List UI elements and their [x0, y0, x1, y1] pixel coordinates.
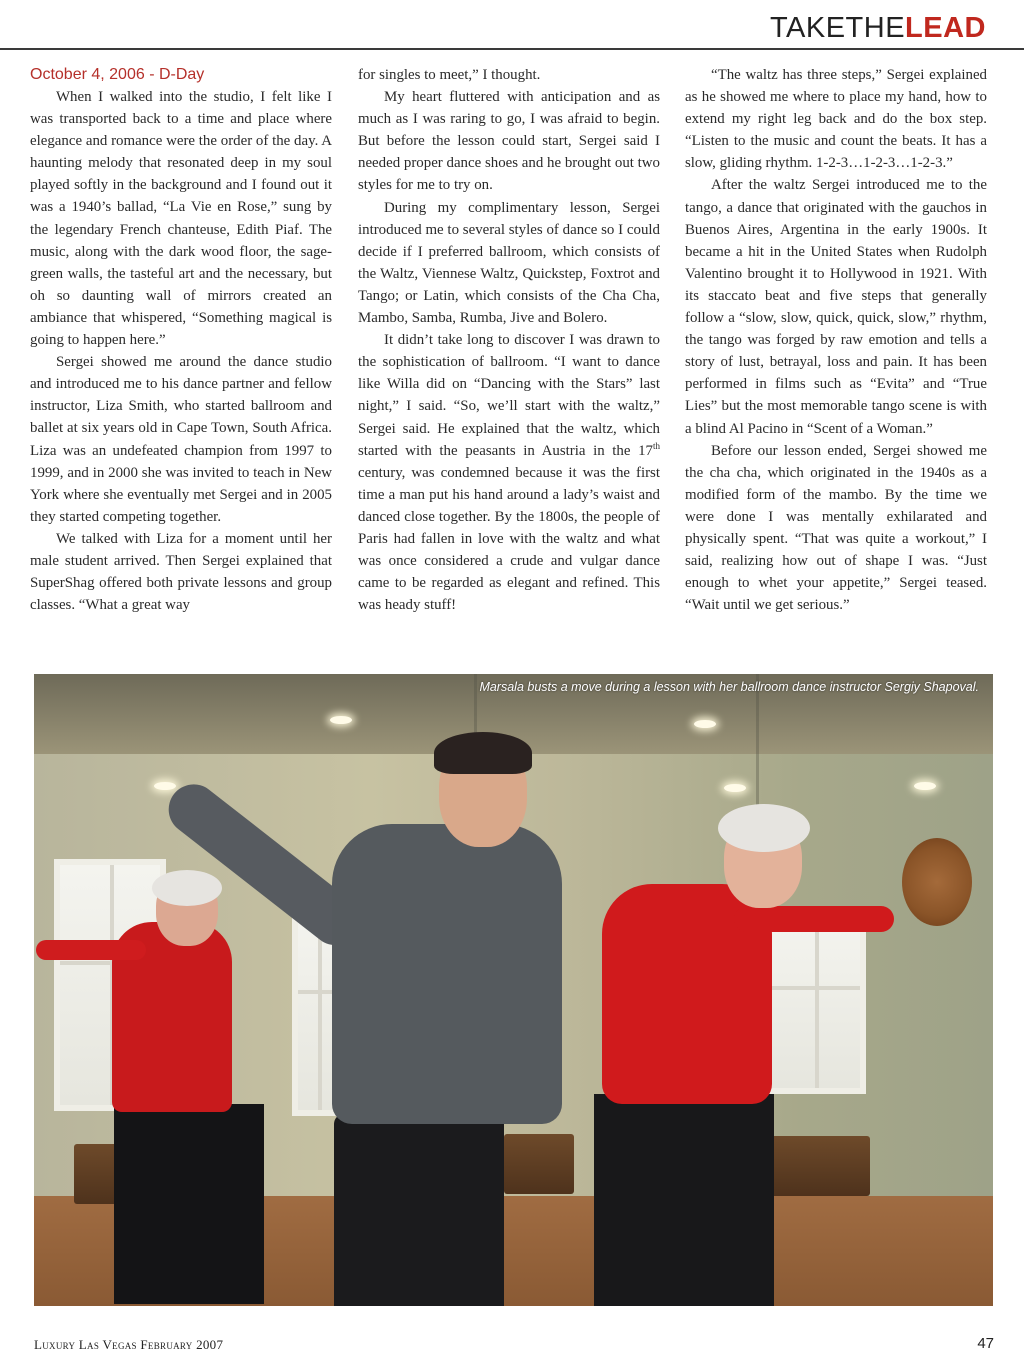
man-dancer [332, 824, 562, 1124]
paragraph: After the waltz Sergei introduced me to the tango, a dance that originated with the gauchos in Buenos Aires, Argentina in the early 1900s. It became a hit in the United States when Rudolph Valentino brought it to Hollywood in 1921. With its staccato beat and five steps that generally follow a “slow, slow, quick, quick, slow,” rhythm, the tango was forged by raw emotion and tells a story of lust, betrayal, loss and pain. It has been performed in films such as “Evita” and “True Lies” but the most memorable tango scene is with a blind Al Pacino in “Scent of a Woman.” [685, 177, 987, 437]
paragraph: We talked with Liza for a moment until her male student arrived. Then Sergei explained that SuperShag offered both private lessons and group classes. “What a great way [30, 530, 332, 614]
ceiling-light [330, 716, 352, 724]
ceiling-light [724, 784, 746, 792]
bench [504, 1134, 574, 1194]
paragraph: “The waltz has three steps,” Sergei explained as he showed me where to place my hand, how to extend my right leg back and do the box step. “Listen to the music and count the beats. It has a slow, gliding rhythm. 1-2-3…1-2-3…1-2-3.” [685, 67, 987, 172]
paragraph-text: It didn’t take long to discover I was drawn to the sophistication of ballroom. “I want to dance like Willa did on “Dancing with the Stars” last night,” I said. “So, we’ll start with the waltz,” Sergei said. He explained that the waltz, which started with the peasants in Austria in the 17 [358, 332, 660, 459]
woman-legs [594, 1094, 774, 1306]
page-number: 47 [977, 1335, 994, 1352]
dance-lesson-photo [34, 674, 993, 1306]
woman-hair [718, 804, 810, 852]
paragraph-text: century, was condemned because it was the first time a man put his hand around a lady’s waist and danced close together. By the 1800s, the people of Paris had fallen in love with the waltz and what was once considered a crude and vulgar dance came to be regarded as elegant and refined. This was heady stuff! [358, 464, 660, 614]
article-column-1 [30, 64, 332, 616]
section-title [770, 14, 986, 43]
paragraph: Before our lesson ended, Sergei showed me the cha cha, which originated in the 1940s as a modified form of the mambo. By the time we were done I was mentally exhilarated and physically spent. “That was quite a workout,” I said, realizing how out of shape I was. “Just enough to whet your appetite,” Sergei teased. “Wait until we get serious.” [685, 442, 987, 614]
paragraph: My heart fluttered with anticipation and as much as I was raring to go, I was afraid to begin. But before the lesson could start, Sergei said I needed proper dance shoes and he brought out two styles for me to try on. [358, 89, 660, 194]
ceiling-light [154, 782, 176, 790]
reflection-arm [36, 940, 146, 960]
man-legs [334, 1114, 504, 1306]
article-column-2 [358, 64, 660, 616]
studio-window [764, 912, 866, 1094]
photo-caption: Marsala busts a move during a lesson with her ballroom dance instructor Sergiy Shapoval. [479, 680, 979, 694]
ceiling-light [694, 720, 716, 728]
reflection-legs [114, 1104, 264, 1304]
paragraph: Sergei showed me around the dance studio and introduced me to his dance partner and fellow instructor, Liza Smith, who started ballroom and ballet at six years old in Cape Town, South Africa. Liza was an undefeated champion from 1997 to 1999, and in 2000 she was invited to teach in New York where she eventually met Sergei and in 2005 they started competing together. [30, 354, 332, 525]
footer-publication [34, 1337, 223, 1353]
section-date-heading: October 4, 2006 - D-Day [30, 66, 205, 83]
ordinal-superscript: th [652, 440, 660, 451]
man-hair [434, 732, 532, 774]
paragraph: During my complimentary lesson, Sergei introduced me to several styles of dance so I could decide if I preferred ballroom, which consists of the Waltz, Viennese Waltz, Quickstep, Foxtrot and Tango; or Latin, which consists of the Cha Cha, Mambo, Samba, Rumba, Jive and Bolero. [358, 199, 660, 327]
ceiling-light [914, 782, 936, 790]
paragraph [358, 329, 660, 616]
reflection-hair [152, 870, 222, 906]
woman-arm [734, 906, 894, 932]
paragraph: for singles to meet,” I thought. [358, 67, 541, 83]
section-title-part1: TAKE [769, 12, 846, 44]
section-title-part2: THE [845, 12, 906, 44]
article-column-3 [685, 64, 987, 616]
paragraph: When I walked into the studio, I felt like I was transported back to a time and place where elegance and romance were the order of the day. A haunting melody that resonated deep in my soul played softly in the background and I found out it was a 1940’s ballad, “La Vie en Rose,” sung by the legendary French chanteuse, Edith Piaf. The music, along with the dark wood floor, the sage-green walls, the tasteful art and the necessary, but oh so daunting wall of mirrors created an ambiance that whispered, “Something magical is going to happen here.” [30, 89, 332, 349]
wall-clock [902, 838, 972, 926]
publication-info: Luxury Las Vegas February 2007 [34, 1337, 224, 1352]
header-rule [0, 48, 1024, 50]
section-title-part3: LEAD [905, 12, 986, 44]
